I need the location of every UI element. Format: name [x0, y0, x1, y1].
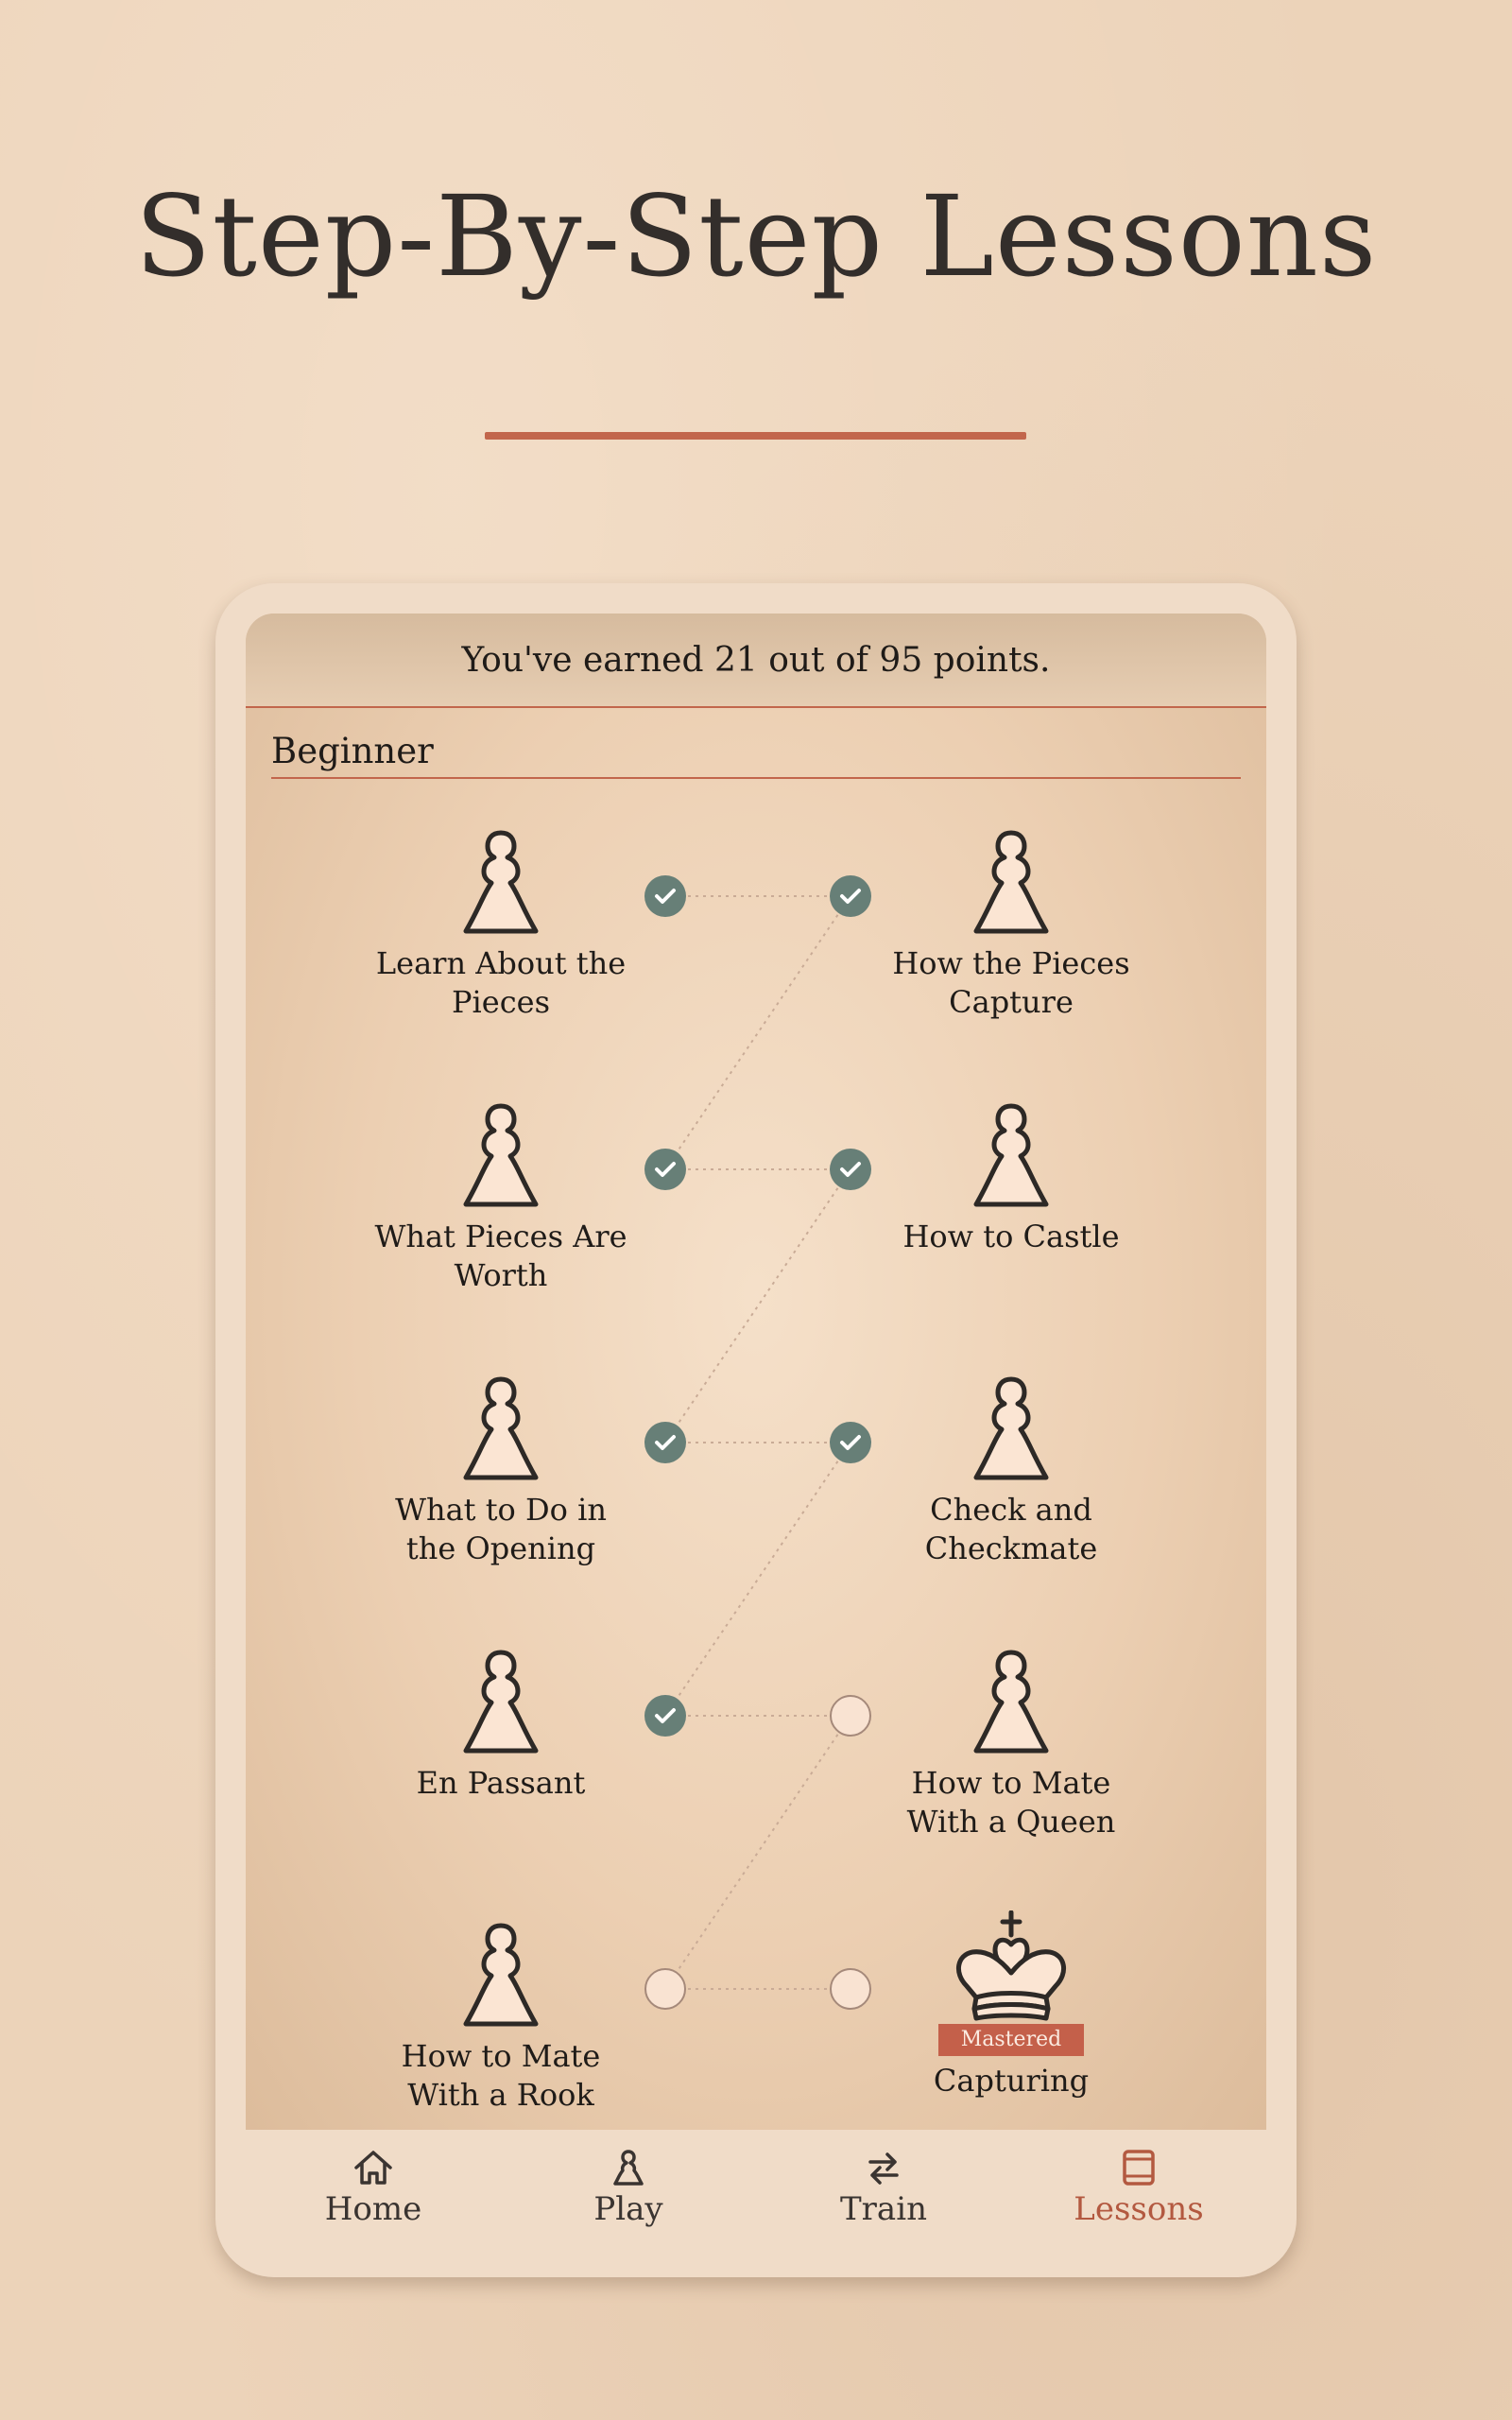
title-divider — [485, 432, 1026, 440]
device-frame — [215, 583, 1297, 2277]
king-icon — [952, 1910, 1071, 2022]
lesson-item[interactable] — [822, 1100, 1200, 1256]
completed-check-icon — [644, 1149, 686, 1190]
pawn-icon — [608, 2149, 649, 2187]
nav-label: Home — [324, 2190, 422, 2228]
pawn-icon — [966, 1100, 1057, 1210]
mastered-badge: Mastered — [938, 2024, 1084, 2056]
completed-check-icon — [644, 1422, 686, 1463]
nav-label: Lessons — [1074, 2190, 1204, 2228]
page-title: Step-By-Step Lessons — [134, 171, 1378, 302]
lesson-label: En Passant — [416, 1765, 586, 1801]
lesson-item[interactable] — [822, 1910, 1200, 2100]
nav-train[interactable] — [756, 2130, 1011, 2247]
bottom-nav — [246, 2130, 1266, 2247]
incomplete-circle-icon — [644, 1968, 686, 2010]
nav-label: Play — [593, 2190, 663, 2228]
pawn-icon — [455, 1100, 546, 1210]
points-summary: You've earned 21 out of 95 points. — [246, 614, 1266, 708]
lesson-item[interactable] — [312, 1100, 690, 1295]
pawn-icon — [455, 827, 546, 937]
lesson-label: What Pieces Are Worth — [374, 1219, 627, 1293]
lesson-label: How the Pieces Capture — [892, 945, 1130, 1020]
lesson-label: How to Mate With a Queen — [906, 1765, 1116, 1840]
lesson-label: How to Mate With a Rook — [401, 2038, 601, 2113]
nav-home[interactable] — [246, 2130, 501, 2247]
lesson-item[interactable] — [822, 1374, 1200, 1568]
lesson-label: What to Do in the Opening — [395, 1492, 607, 1566]
pawn-icon — [966, 1374, 1057, 1483]
pawn-icon — [455, 1920, 546, 2030]
home-icon — [352, 2149, 394, 2187]
section-title: Beginner — [271, 731, 434, 771]
pawn-icon — [455, 1374, 546, 1483]
nav-play[interactable] — [501, 2130, 756, 2247]
lesson-item[interactable] — [822, 1647, 1200, 1841]
nav-lessons[interactable] — [1011, 2130, 1266, 2247]
lesson-label: Check and Checkmate — [924, 1492, 1098, 1566]
lesson-label: Capturing — [933, 2063, 1090, 2099]
pawn-icon — [966, 1647, 1057, 1756]
lesson-label: How to Castle — [902, 1219, 1120, 1254]
pawn-icon — [455, 1647, 546, 1756]
lesson-item[interactable] — [312, 1647, 690, 1803]
lesson-item[interactable] — [312, 1374, 690, 1568]
pawn-icon — [966, 827, 1057, 937]
swap-arrows-icon — [863, 2149, 904, 2187]
lesson-label: Learn About the Pieces — [375, 945, 627, 1020]
lesson-item[interactable] — [822, 827, 1200, 1022]
completed-check-icon — [644, 1695, 686, 1737]
lesson-item[interactable] — [312, 1920, 690, 2115]
lesson-item[interactable] — [312, 827, 690, 1022]
book-icon — [1118, 2149, 1160, 2187]
lessons-screen — [246, 614, 1266, 2130]
nav-label: Train — [840, 2190, 927, 2228]
completed-check-icon — [644, 875, 686, 917]
